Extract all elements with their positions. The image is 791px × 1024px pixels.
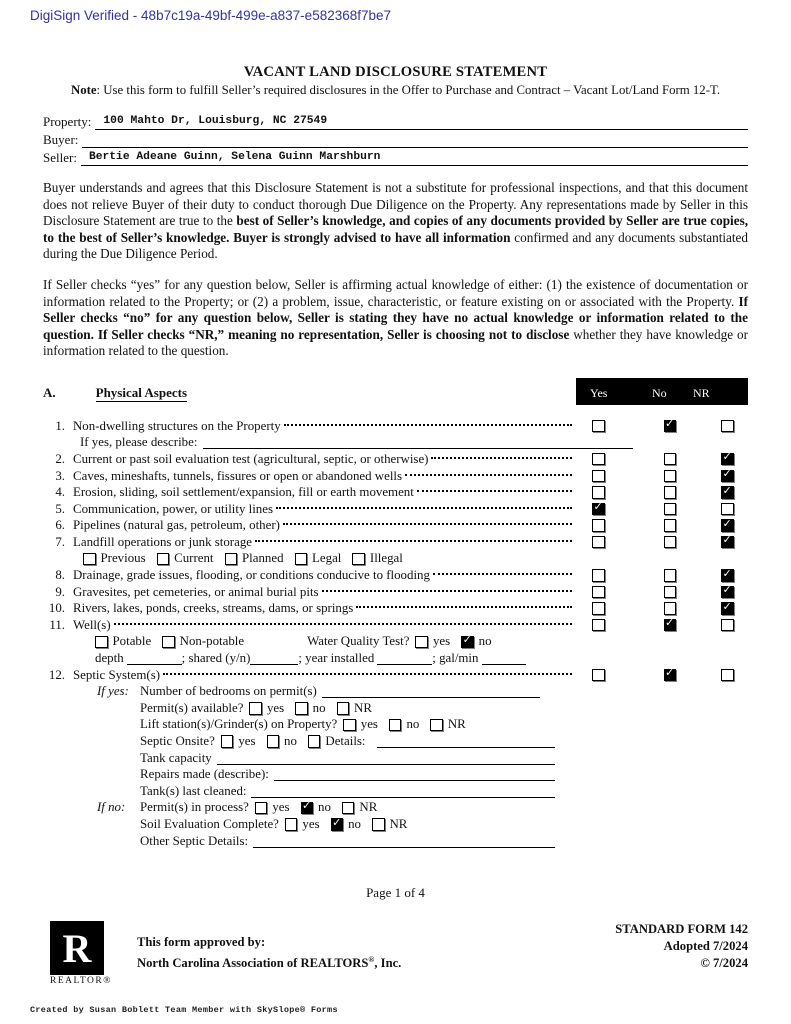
septic-lift-yes-checkbox[interactable] bbox=[343, 719, 356, 732]
question-number: 1. bbox=[55, 418, 65, 433]
paragraph-seller-checks: If Seller checks “yes” for any question below, Seller is affirming actual knowledge of either: (1) the existence of documentation or information related to the Property; or (2) a problem, issue, characteristic, or feature existing on or associated with the Property. If Seller checks “no” for any question below, Seller is stating they have no actual knowledge or information related to the question. If Seller checks “NR,” meaning no representation, Seller is choosing not to disclose whether they have knowledge or information related to the question. bbox=[43, 276, 749, 359]
well-depth-input[interactable] bbox=[127, 652, 182, 665]
septic-onsite-no-checkbox[interactable] bbox=[267, 735, 280, 748]
question-text: Gravesites, pet cemeteries, or animal burial pits bbox=[73, 584, 319, 599]
septic-soil-eval-row: Soil Evaluation Complete? yes ✓ no NR bbox=[97, 816, 748, 833]
question-row-1 bbox=[43, 418, 748, 435]
question-row-11 bbox=[43, 617, 748, 634]
well-year-input[interactable] bbox=[377, 652, 432, 665]
q10-no-checkbox[interactable] bbox=[664, 602, 677, 615]
section-letter: A. bbox=[43, 384, 56, 400]
seller-field bbox=[43, 149, 748, 166]
section-a-header bbox=[43, 378, 748, 405]
question-row-9 bbox=[43, 584, 748, 601]
question-text: Caves, mineshafts, tunnels, fissures or open or abandoned wells bbox=[73, 468, 403, 483]
property-input[interactable]: 100 Mahto Dr, Louisburg, NC 27549 bbox=[95, 115, 748, 130]
q1-yes-checkbox[interactable] bbox=[592, 420, 605, 433]
well-depth-label: depth bbox=[95, 651, 124, 666]
q7-no-checkbox[interactable] bbox=[664, 536, 677, 549]
septic-bedrooms-label: Number of bedrooms on permit(s) bbox=[140, 684, 317, 699]
q4-nr-checkbox[interactable] bbox=[721, 486, 734, 499]
question-text: Non-dwelling structures on the Property bbox=[73, 418, 281, 433]
septic-tank-capacity-input[interactable] bbox=[217, 752, 555, 765]
dotted-leader bbox=[283, 523, 572, 525]
approved-by-text bbox=[137, 934, 401, 986]
question-row-4 bbox=[43, 484, 748, 501]
q8-nr-checkbox[interactable] bbox=[721, 569, 734, 582]
water-quality-yes-checkbox[interactable] bbox=[415, 636, 428, 649]
question-text: Pipelines (natural gas, petroleum, other) bbox=[73, 518, 280, 533]
q3-nr-checkbox[interactable] bbox=[721, 470, 734, 483]
dotted-leader bbox=[431, 457, 572, 459]
party-fields bbox=[43, 113, 748, 166]
dotted-leader bbox=[284, 424, 572, 426]
q9-yes-checkbox[interactable] bbox=[592, 586, 605, 599]
realtor-logo-icon: R bbox=[50, 921, 104, 975]
q2-yes-checkbox[interactable] bbox=[592, 453, 605, 466]
septic-soil-yes-checkbox[interactable] bbox=[285, 818, 298, 831]
section-title: Physical Aspects bbox=[95, 384, 188, 400]
q3-no-checkbox[interactable] bbox=[664, 470, 677, 483]
q7-options-row bbox=[83, 551, 748, 568]
q10-yes-checkbox[interactable] bbox=[592, 602, 605, 615]
q1-describe-label: If yes, please describe: bbox=[80, 435, 198, 450]
q9-nr-checkbox[interactable] bbox=[721, 586, 734, 599]
septic-bedrooms-row bbox=[97, 683, 748, 700]
property-field bbox=[43, 113, 748, 130]
buyer-label: Buyer: bbox=[43, 132, 79, 147]
septic-process-yes-checkbox[interactable] bbox=[255, 802, 268, 815]
question-text: Rivers, lakes, ponds, creeks, streams, dams, or springs bbox=[73, 601, 354, 616]
page-number: Page 1 of 4 bbox=[366, 885, 425, 901]
if-no-label: If no: bbox=[97, 800, 126, 815]
q7-planned-checkbox[interactable] bbox=[225, 553, 238, 566]
q1-describe-input[interactable] bbox=[203, 436, 633, 449]
created-by-line: Created by Susan Boblett Team Member with SkySlope® Forms bbox=[30, 1005, 338, 1015]
dotted-leader bbox=[322, 590, 572, 592]
dotted-leader bbox=[276, 507, 572, 509]
approved-by-line1: This form approved by: bbox=[137, 935, 266, 950]
dotted-leader bbox=[114, 623, 572, 625]
question-text: Erosion, sliding, soil settlement/expansion, fill or earth movement bbox=[73, 485, 414, 500]
digisign-verified-banner: DigiSign Verified - 48b7c19a-49bf-499e-a837-e582368f7be7 bbox=[30, 8, 392, 23]
q7-yes-checkbox[interactable] bbox=[592, 536, 605, 549]
q1-no-checkbox[interactable] bbox=[664, 420, 677, 433]
question-number: 4. bbox=[55, 485, 65, 500]
septic-cleaned-label: Tank(s) last cleaned: bbox=[140, 783, 247, 798]
well-shared-label: ; shared (y/n) bbox=[181, 651, 251, 666]
q7-nr-checkbox[interactable] bbox=[721, 536, 734, 549]
septic-soil-nr-checkbox[interactable] bbox=[372, 818, 385, 831]
septic-repairs-label: Repairs made (describe): bbox=[140, 767, 269, 782]
copyright-date: © 7/2024 bbox=[700, 956, 748, 971]
q7-illegal-checkbox[interactable] bbox=[352, 553, 365, 566]
q11-no-checkbox[interactable] bbox=[664, 619, 677, 632]
question-number: 7. bbox=[55, 534, 65, 549]
dotted-leader bbox=[417, 490, 572, 492]
septic-permits-no-checkbox[interactable] bbox=[295, 702, 308, 715]
question-number: 3. bbox=[55, 468, 65, 483]
well-nonpotable-label: Non-potable bbox=[179, 634, 245, 649]
q3-yes-checkbox[interactable] bbox=[592, 470, 605, 483]
answer-columns-header bbox=[576, 378, 748, 405]
septic-process-row: If no: Permit(s) in process? yes ✓ no NR bbox=[97, 800, 748, 817]
question-number: 11. bbox=[49, 617, 65, 632]
question-row-5 bbox=[43, 501, 748, 518]
septic-soil-eval-question: Soil Evaluation Complete? bbox=[140, 816, 279, 831]
water-quality-no-checkbox[interactable] bbox=[461, 636, 474, 649]
form-info bbox=[615, 921, 748, 986]
q12-nr-checkbox[interactable] bbox=[721, 669, 734, 682]
q2-no-checkbox[interactable] bbox=[664, 453, 677, 466]
septic-permits-yes-checkbox[interactable] bbox=[249, 702, 262, 715]
septic-onsite-details-input[interactable] bbox=[377, 735, 555, 748]
septic-bedrooms-input[interactable] bbox=[322, 685, 540, 698]
septic-permits-row: Permit(s) available? yes no NR bbox=[140, 700, 372, 715]
q11-yes-checkbox[interactable] bbox=[592, 619, 605, 632]
well-potable-checkbox[interactable] bbox=[95, 636, 108, 649]
septic-onsite-details-checkbox[interactable] bbox=[308, 735, 321, 748]
septic-permits-question: Permit(s) available? bbox=[140, 700, 244, 715]
septic-onsite-yes-checkbox[interactable] bbox=[221, 735, 234, 748]
septic-cleaned-row bbox=[97, 783, 748, 800]
septic-lift-question: Lift station(s)/Grinder(s) on Property? bbox=[140, 717, 338, 732]
q7-legal-checkbox[interactable] bbox=[295, 553, 308, 566]
approved-by-line2: North Carolina Association of REALTORS®, Inc. bbox=[137, 955, 402, 971]
well-specs-row bbox=[95, 650, 748, 667]
septic-lift-nr-checkbox[interactable] bbox=[430, 719, 443, 732]
q1-describe-row bbox=[80, 435, 748, 452]
q7-current-checkbox[interactable] bbox=[157, 553, 170, 566]
q8-yes-checkbox[interactable] bbox=[592, 569, 605, 582]
q5-no-checkbox[interactable] bbox=[664, 503, 677, 516]
water-quality-yes-label: yes bbox=[432, 634, 451, 649]
question-row-6 bbox=[43, 518, 748, 535]
dotted-leader bbox=[163, 673, 572, 675]
septic-tank-capacity-row bbox=[97, 750, 748, 767]
septic-onsite-row: Septic Onsite? yes no Details: bbox=[97, 733, 748, 750]
question-row-2 bbox=[43, 451, 748, 468]
well-type-row bbox=[95, 634, 748, 651]
dotted-leader bbox=[255, 540, 572, 542]
septic-soil-no-checkbox[interactable] bbox=[331, 818, 344, 831]
q7-legal-label: Legal bbox=[312, 551, 342, 566]
q12-yes-checkbox[interactable] bbox=[592, 669, 605, 682]
dotted-leader bbox=[405, 474, 572, 476]
question-row-12 bbox=[43, 667, 748, 684]
septic-cleaned-input[interactable] bbox=[251, 785, 555, 798]
septic-repairs-row bbox=[97, 766, 748, 783]
septic-process-nr-checkbox[interactable] bbox=[342, 802, 355, 815]
well-potable-label: Potable bbox=[112, 634, 152, 649]
form-note bbox=[43, 83, 748, 98]
q11-nr-checkbox[interactable] bbox=[721, 619, 734, 632]
q7-planned-label: Planned bbox=[242, 551, 284, 566]
septic-onsite-question: Septic Onsite? bbox=[140, 734, 215, 749]
question-row-3 bbox=[43, 468, 748, 485]
water-quality-question: Water Quality Test? bbox=[307, 634, 410, 649]
q6-nr-checkbox[interactable] bbox=[721, 519, 734, 532]
septic-process-question: Permit(s) in process? bbox=[140, 800, 249, 815]
standard-form-number: STANDARD FORM 142 bbox=[615, 922, 748, 937]
septic-lift-no-checkbox[interactable] bbox=[389, 719, 402, 732]
septic-lift-row: Lift station(s)/Grinder(s) on Property? yes no NR bbox=[140, 717, 466, 732]
well-shared-input[interactable] bbox=[250, 652, 298, 665]
well-nonpotable-checkbox[interactable] bbox=[162, 636, 175, 649]
septic-other-input[interactable] bbox=[253, 835, 555, 848]
form-title: VACANT LAND DISCLOSURE STATEMENT bbox=[243, 64, 548, 80]
q7-illegal-label: Illegal bbox=[369, 551, 403, 566]
adopted-date: Adopted 7/2024 bbox=[663, 939, 748, 954]
seller-input[interactable]: Bertie Adeane Guinn, Selena Guinn Marshburn bbox=[81, 151, 748, 166]
q1-nr-checkbox[interactable] bbox=[721, 420, 734, 433]
q9-no-checkbox[interactable] bbox=[664, 586, 677, 599]
yes-column-header: Yes bbox=[590, 385, 608, 400]
q8-no-checkbox[interactable] bbox=[664, 569, 677, 582]
seller-label: Seller: bbox=[43, 150, 77, 165]
q6-yes-checkbox[interactable] bbox=[592, 519, 605, 532]
q5-yes-checkbox[interactable] bbox=[592, 503, 605, 516]
septic-other-row bbox=[97, 833, 748, 850]
q6-no-checkbox[interactable] bbox=[664, 519, 677, 532]
q7-previous-label: Previous bbox=[100, 551, 146, 566]
buyer-input[interactable] bbox=[82, 146, 748, 148]
q12-no-checkbox[interactable] bbox=[664, 669, 677, 682]
question-row-7 bbox=[43, 534, 748, 551]
question-number: 8. bbox=[55, 568, 65, 583]
question-number: 9. bbox=[55, 584, 65, 599]
question-number: 6. bbox=[55, 518, 65, 533]
well-galmin-label: ; gal/min bbox=[432, 651, 479, 666]
question-number: 5. bbox=[55, 501, 65, 516]
well-year-label: ; year installed bbox=[298, 651, 375, 666]
septic-process-no-checkbox[interactable] bbox=[301, 802, 314, 815]
q4-no-checkbox[interactable] bbox=[664, 486, 677, 499]
water-quality-no-label: no bbox=[478, 634, 492, 649]
question-number: 12. bbox=[48, 667, 65, 682]
no-column-header: No bbox=[652, 385, 667, 400]
question-row-10 bbox=[43, 600, 748, 617]
question-number: 10. bbox=[48, 601, 65, 616]
realtor-logo bbox=[50, 921, 110, 986]
property-label: Property: bbox=[43, 114, 92, 129]
dotted-leader bbox=[433, 573, 572, 575]
q2-nr-checkbox[interactable] bbox=[721, 453, 734, 466]
q10-nr-checkbox[interactable] bbox=[721, 602, 734, 615]
buyer-field bbox=[43, 131, 748, 148]
realtor-logo-caption: REALTOR® bbox=[50, 976, 112, 987]
septic-repairs-input[interactable] bbox=[274, 768, 555, 781]
question-text: Drainage, grade issues, flooding, or conditions conducive to flooding bbox=[73, 568, 430, 583]
septic-permits-nr-checkbox[interactable] bbox=[337, 702, 350, 715]
if-yes-label: If yes: bbox=[97, 684, 129, 699]
well-galmin-input[interactable] bbox=[482, 652, 526, 665]
note-text: : Use this form to fulfill Seller’s required disclosures in the Offer to Purchase and Contract – Vacant Lot/Land Form 12-T. bbox=[96, 83, 721, 97]
q5-nr-checkbox[interactable] bbox=[721, 503, 734, 516]
dotted-leader bbox=[356, 606, 572, 608]
question-text: Landfill operations or junk storage bbox=[73, 534, 252, 549]
q4-yes-checkbox[interactable] bbox=[592, 486, 605, 499]
footer bbox=[43, 921, 748, 986]
q7-previous-checkbox[interactable] bbox=[83, 553, 96, 566]
question-number: 2. bbox=[55, 451, 65, 466]
question-text: Communication, power, or utility lines bbox=[73, 501, 273, 516]
question-list bbox=[43, 418, 748, 849]
q7-current-label: Current bbox=[174, 551, 214, 566]
note-label: Note bbox=[70, 83, 97, 97]
septic-other-label: Other Septic Details: bbox=[140, 833, 249, 848]
septic-tank-capacity-label: Tank capacity bbox=[140, 750, 212, 765]
question-text: Septic System(s) bbox=[73, 667, 161, 682]
septic-details-label: Details: bbox=[325, 734, 366, 749]
nr-column-header: NR bbox=[693, 385, 710, 400]
question-text: Well(s) bbox=[73, 617, 111, 632]
paragraph-buyer-understands: Buyer understands and agrees that this Disclosure Statement is not a substitute for professional inspections, and that this document does not relieve Buyer of their duty to conduct thorough Due Diligence on the Property. Any representations made by Seller in this Disclosure Statement are true to the best of Seller’s knowledge, and copies of any documents provided by Seller are true copies, to the best of Seller’s knowledge. Buyer is strongly advised to have all information confirmed and any documents substantiated during the Due Diligence Period. bbox=[43, 180, 749, 262]
question-text: Current or past soil evaluation test (agricultural, septic, or otherwise) bbox=[73, 451, 429, 466]
question-row-8 bbox=[43, 567, 748, 584]
